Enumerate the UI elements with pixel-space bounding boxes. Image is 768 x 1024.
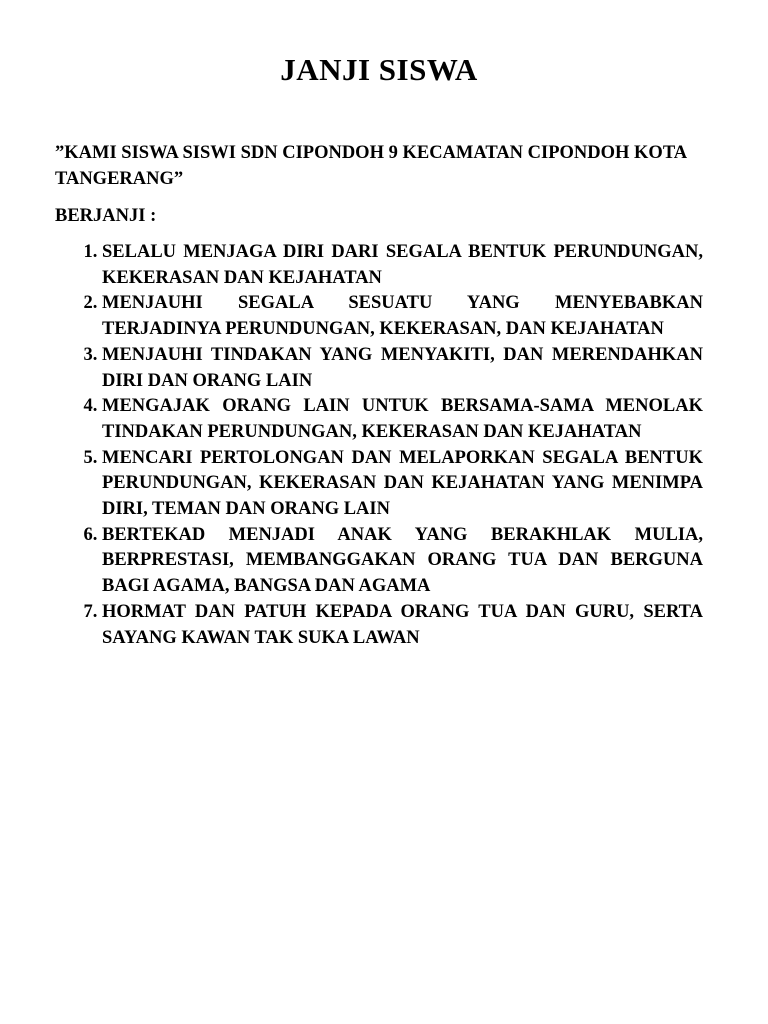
promise-item-6 [55, 523, 703, 600]
berjanji-label: BERJANJI : [55, 206, 157, 226]
promise-item-2 [55, 291, 703, 342]
promise-text: BERTEKAD MENJADI ANAK YANG BERAKHLAK MULIA, BERPRESTASI, MEMBANGGAKAN ORANG TUA DAN BERGUNA BAGI AGAMA, BANGSA DAN AGAMA [102, 524, 703, 597]
promise-number: 7. [83, 601, 102, 622]
promise-item-3 [55, 343, 703, 394]
promise-text: MENJAUHI TINDAKAN YANG MENYAKITI, DAN MERENDAHKAN DIRI DAN ORANG LAIN [102, 344, 703, 391]
intro-statement: ”KAMI SISWA SISWI SDN CIPONDOH 9 KECAMATAN CIPONDOH KOTA TANGERANG” [55, 143, 687, 189]
promise-text: MENCARI PERTOLONGAN DAN MELAPORKAN SEGALA BENTUK PERUNDUNGAN, KEKERASAN DAN KEJAHATAN YANG MENIMPA DIRI, TEMAN DAN ORANG LAIN [102, 447, 703, 520]
page-title: JANJI SISWA [280, 52, 478, 87]
promise-number: 2. [83, 293, 102, 314]
promise-number: 3. [83, 344, 102, 365]
promise-item-7 [55, 600, 703, 651]
promise-text: MENGAJAK ORANG LAIN UNTUK BERSAMA-SAMA MENOLAK TINDAKAN PERUNDUNGAN, KEKERASAN DAN KEJAHATAN [102, 396, 703, 442]
promise-text: MENJAUHI SEGALA SESUATU YANG MENYEBABKAN TERJADINYA PERUNDUNGAN, KEKERASAN, DAN KEJAHATAN [102, 293, 703, 340]
promise-item-5 [55, 446, 703, 523]
promise-number: 5. [83, 447, 102, 468]
promise-number: 4. [83, 396, 102, 417]
promise-item-1 [55, 240, 703, 291]
promise-text: HORMAT DAN PATUH KEPADA ORANG TUA DAN GURU, SERTA SAYANG KAWAN TAK SUKA LAWAN [102, 601, 703, 648]
promise-text: SELALU MENJAGA DIRI DARI SEGALA BENTUK PERUNDUNGAN, KEKERASAN DAN KEJAHATAN [102, 242, 703, 288]
promise-item-4 [55, 394, 703, 445]
promise-number: 1. [83, 242, 102, 262]
promise-list [55, 240, 703, 651]
promise-number: 6. [83, 524, 102, 545]
